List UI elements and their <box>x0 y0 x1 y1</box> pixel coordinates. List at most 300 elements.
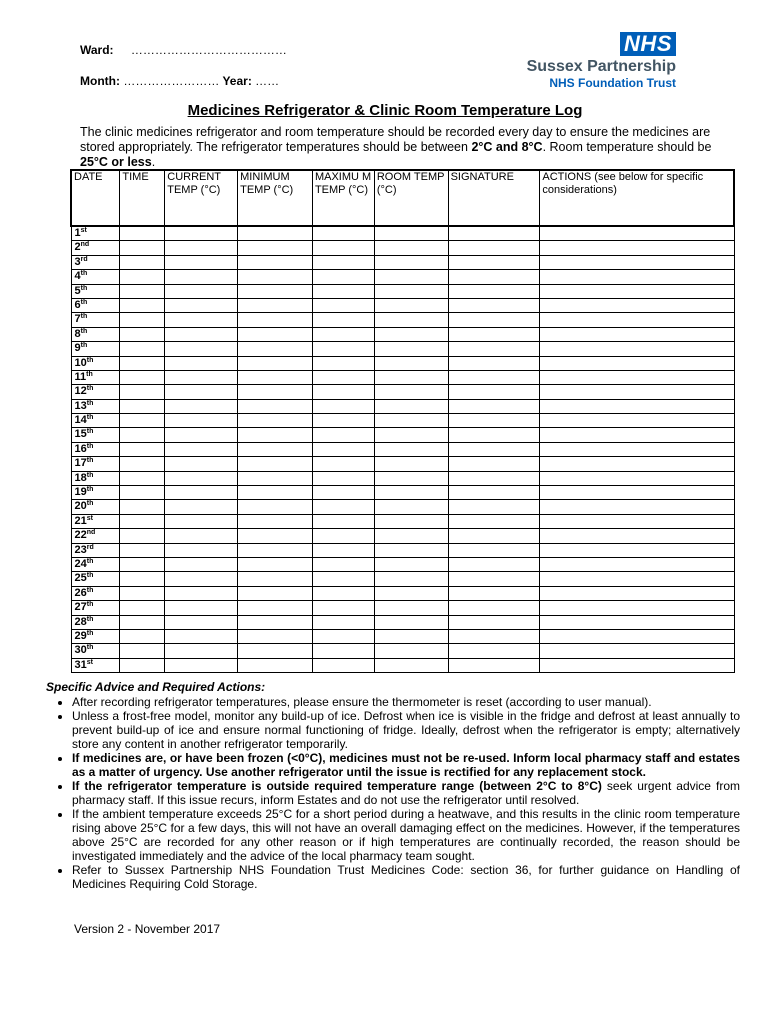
entry-cell[interactable] <box>448 428 540 442</box>
year-field[interactable]: …… <box>255 74 280 88</box>
column-header: DATE <box>71 170 120 226</box>
entry-cell[interactable] <box>165 241 238 255</box>
entry-cell[interactable] <box>312 514 374 528</box>
entry-cell[interactable] <box>238 313 313 327</box>
date-number: 15 <box>74 428 87 441</box>
entry-cell[interactable] <box>374 486 448 500</box>
entry-cell[interactable] <box>312 658 374 672</box>
entry-cell[interactable] <box>540 629 734 643</box>
entry-cell[interactable] <box>165 629 238 643</box>
ward-field[interactable]: ………………………………… <box>130 43 287 57</box>
entry-cell[interactable] <box>448 298 540 312</box>
entry-cell[interactable] <box>120 500 165 514</box>
entry-cell[interactable] <box>238 514 313 528</box>
date-suffix: rd <box>80 255 88 263</box>
entry-cell[interactable] <box>448 471 540 485</box>
entry-cell[interactable] <box>448 284 540 298</box>
entry-cell[interactable] <box>165 399 238 413</box>
table-row <box>71 255 734 269</box>
entry-cell[interactable] <box>448 313 540 327</box>
date-suffix: th <box>86 399 94 407</box>
entry-cell[interactable] <box>374 615 448 629</box>
page-title: Medicines Refrigerator & Clinic Room Temperature Log <box>187 102 583 119</box>
entry-cell[interactable] <box>448 241 540 255</box>
entry-cell[interactable] <box>448 514 540 528</box>
date-suffix: th <box>80 342 88 350</box>
table-row <box>71 529 734 543</box>
entry-cell[interactable] <box>448 270 540 284</box>
entry-cell[interactable] <box>238 298 313 312</box>
entry-cell[interactable] <box>165 270 238 284</box>
entry-cell[interactable] <box>540 385 734 399</box>
table-header-row <box>71 170 734 226</box>
entry-cell[interactable] <box>120 385 165 399</box>
advice-item <box>72 779 740 807</box>
entry-cell[interactable] <box>312 255 374 269</box>
entry-cell[interactable] <box>374 298 448 312</box>
entry-cell[interactable] <box>238 586 313 600</box>
date-suffix: nd <box>80 241 90 249</box>
entry-cell[interactable] <box>120 629 165 643</box>
entry-cell[interactable] <box>448 557 540 571</box>
entry-cell[interactable] <box>374 644 448 658</box>
entry-cell[interactable] <box>238 399 313 413</box>
date-number: 9 <box>74 342 81 355</box>
entry-cell[interactable] <box>238 385 313 399</box>
date-cell <box>71 255 120 269</box>
entry-cell[interactable] <box>238 629 313 643</box>
date-suffix: th <box>86 557 94 565</box>
month-year-line <box>80 74 279 88</box>
entry-cell[interactable] <box>238 572 313 586</box>
entry-cell[interactable] <box>165 457 238 471</box>
entry-cell[interactable] <box>448 226 540 241</box>
entry-cell[interactable] <box>165 356 238 370</box>
entry-cell[interactable] <box>312 370 374 384</box>
entry-cell[interactable] <box>448 255 540 269</box>
entry-cell[interactable] <box>540 284 734 298</box>
date-cell <box>71 241 120 255</box>
entry-cell[interactable] <box>312 500 374 514</box>
entry-cell[interactable] <box>540 327 734 341</box>
entry-cell[interactable] <box>120 414 165 428</box>
entry-cell[interactable] <box>374 572 448 586</box>
entry-cell[interactable] <box>540 543 734 557</box>
entry-cell[interactable] <box>448 414 540 428</box>
entry-cell[interactable] <box>312 572 374 586</box>
date-cell <box>71 514 120 528</box>
date-suffix: st <box>86 658 93 666</box>
entry-cell[interactable] <box>374 414 448 428</box>
entry-cell[interactable] <box>448 543 540 557</box>
table-row <box>71 615 734 629</box>
entry-cell[interactable] <box>238 327 313 341</box>
entry-cell[interactable] <box>374 629 448 643</box>
advice-section <box>46 680 740 891</box>
entry-cell[interactable] <box>120 529 165 543</box>
date-number: 2 <box>74 241 81 254</box>
entry-cell[interactable] <box>540 414 734 428</box>
entry-cell[interactable] <box>165 428 238 442</box>
entry-cell[interactable] <box>120 442 165 456</box>
date-number: 31 <box>74 658 87 671</box>
entry-cell[interactable] <box>238 226 313 241</box>
entry-cell[interactable] <box>374 529 448 543</box>
entry-cell[interactable] <box>374 601 448 615</box>
entry-cell[interactable] <box>165 284 238 298</box>
entry-cell[interactable] <box>312 471 374 485</box>
entry-cell[interactable] <box>238 615 313 629</box>
entry-cell[interactable] <box>448 327 540 341</box>
entry-cell[interactable] <box>312 529 374 543</box>
entry-cell[interactable] <box>238 255 313 269</box>
entry-cell[interactable] <box>448 658 540 672</box>
entry-cell[interactable] <box>540 342 734 356</box>
entry-cell[interactable] <box>120 241 165 255</box>
table-row <box>71 644 734 658</box>
entry-cell[interactable] <box>374 399 448 413</box>
entry-cell[interactable] <box>120 644 165 658</box>
entry-cell[interactable] <box>312 457 374 471</box>
entry-cell[interactable] <box>374 284 448 298</box>
entry-cell[interactable] <box>374 342 448 356</box>
month-field[interactable]: …………………… <box>123 74 220 88</box>
date-cell <box>71 572 120 586</box>
date-cell <box>71 457 120 471</box>
entry-cell[interactable] <box>540 255 734 269</box>
date-number: 7 <box>74 313 81 326</box>
date-cell <box>71 615 120 629</box>
table-row <box>71 226 734 241</box>
date-number: 14 <box>74 414 87 427</box>
advice-list <box>46 695 740 891</box>
advice-item-bold: If the refrigerator temperature is outside required temperature range (between 2°C to 8°C) <box>72 779 602 793</box>
entry-cell[interactable] <box>238 457 313 471</box>
entry-cell[interactable] <box>374 313 448 327</box>
entry-cell[interactable] <box>312 442 374 456</box>
entry-cell[interactable] <box>448 586 540 600</box>
entry-cell[interactable] <box>312 543 374 557</box>
entry-cell[interactable] <box>540 557 734 571</box>
date-suffix: th <box>86 500 94 508</box>
date-number: 23 <box>74 543 87 556</box>
entry-cell[interactable] <box>312 385 374 399</box>
entry-cell[interactable] <box>448 615 540 629</box>
date-cell <box>71 529 120 543</box>
entry-cell[interactable] <box>374 327 448 341</box>
entry-cell[interactable] <box>374 586 448 600</box>
entry-cell[interactable] <box>540 601 734 615</box>
entry-cell[interactable] <box>312 486 374 500</box>
ward-label: Ward: <box>80 43 114 57</box>
entry-cell[interactable] <box>312 298 374 312</box>
table-row <box>71 385 734 399</box>
entry-cell[interactable] <box>120 658 165 672</box>
entry-cell[interactable] <box>120 428 165 442</box>
entry-cell[interactable] <box>448 500 540 514</box>
date-suffix: st <box>86 514 93 522</box>
date-suffix: th <box>80 313 88 321</box>
entry-cell[interactable] <box>238 529 313 543</box>
entry-cell[interactable] <box>165 615 238 629</box>
entry-cell[interactable] <box>374 356 448 370</box>
entry-cell[interactable] <box>165 572 238 586</box>
entry-cell[interactable] <box>165 514 238 528</box>
entry-cell[interactable] <box>540 457 734 471</box>
entry-cell[interactable] <box>540 658 734 672</box>
entry-cell[interactable] <box>374 385 448 399</box>
date-number: 12 <box>74 385 87 398</box>
entry-cell[interactable] <box>540 442 734 456</box>
entry-cell[interactable] <box>540 241 734 255</box>
entry-cell[interactable] <box>238 370 313 384</box>
entry-cell[interactable] <box>312 629 374 643</box>
entry-cell[interactable] <box>165 342 238 356</box>
entry-cell[interactable] <box>165 486 238 500</box>
entry-cell[interactable] <box>120 471 165 485</box>
advice-item <box>72 695 740 709</box>
table-row <box>71 601 734 615</box>
entry-cell[interactable] <box>374 442 448 456</box>
entry-cell[interactable] <box>540 615 734 629</box>
nhs-logo <box>506 32 676 90</box>
entry-cell[interactable] <box>448 342 540 356</box>
entry-cell[interactable] <box>540 486 734 500</box>
entry-cell[interactable] <box>312 356 374 370</box>
intro-text-a: The clinic medicines refrigerator and room temperature should be recorded every day to ensure the medicines are stored appropriately. The refrigerator temperatures should be between <box>80 125 711 154</box>
entry-cell[interactable] <box>238 414 313 428</box>
column-header: CURRENT TEMP (°C) <box>165 170 238 226</box>
entry-cell[interactable] <box>165 298 238 312</box>
entry-cell[interactable] <box>312 557 374 571</box>
table-row <box>71 572 734 586</box>
entry-cell[interactable] <box>540 226 734 241</box>
advice-item <box>72 709 740 751</box>
entry-cell[interactable] <box>312 241 374 255</box>
table-row <box>71 284 734 298</box>
month-label: Month: <box>80 74 120 88</box>
entry-cell[interactable] <box>312 342 374 356</box>
entry-cell[interactable] <box>312 399 374 413</box>
entry-cell[interactable] <box>374 370 448 384</box>
column-header: ACTIONS (see below for specific considerations) <box>540 170 734 226</box>
entry-cell[interactable] <box>238 471 313 485</box>
entry-cell[interactable] <box>540 644 734 658</box>
entry-cell[interactable] <box>120 543 165 557</box>
entry-cell[interactable] <box>165 255 238 269</box>
entry-cell[interactable] <box>238 442 313 456</box>
entry-cell[interactable] <box>238 241 313 255</box>
table-row <box>71 414 734 428</box>
entry-cell[interactable] <box>120 601 165 615</box>
entry-cell[interactable] <box>165 471 238 485</box>
entry-cell[interactable] <box>312 226 374 241</box>
entry-cell[interactable] <box>540 356 734 370</box>
entry-cell[interactable] <box>165 644 238 658</box>
entry-cell[interactable] <box>165 557 238 571</box>
column-header: MINIMUM TEMP (°C) <box>238 170 313 226</box>
entry-cell[interactable] <box>448 486 540 500</box>
advice-item-text: After recording refrigerator temperatures, please ensure the thermometer is reset (according to user manual). <box>72 695 652 709</box>
entry-cell[interactable] <box>238 658 313 672</box>
ward-line <box>80 43 287 57</box>
date-suffix: th <box>86 414 94 422</box>
entry-cell[interactable] <box>120 255 165 269</box>
entry-cell[interactable] <box>120 586 165 600</box>
entry-cell[interactable] <box>238 500 313 514</box>
entry-cell[interactable] <box>448 457 540 471</box>
date-suffix: st <box>80 227 87 234</box>
entry-cell[interactable] <box>165 414 238 428</box>
entry-cell[interactable] <box>120 399 165 413</box>
entry-cell[interactable] <box>120 226 165 241</box>
entry-cell[interactable] <box>238 342 313 356</box>
entry-cell[interactable] <box>448 399 540 413</box>
entry-cell[interactable] <box>374 543 448 557</box>
entry-cell[interactable] <box>312 586 374 600</box>
entry-cell[interactable] <box>540 298 734 312</box>
entry-cell[interactable] <box>448 385 540 399</box>
entry-cell[interactable] <box>448 629 540 643</box>
date-suffix: th <box>86 586 94 594</box>
entry-cell[interactable] <box>120 270 165 284</box>
date-number: 5 <box>74 284 81 297</box>
date-number: 24 <box>74 557 87 570</box>
date-cell <box>71 356 120 370</box>
entry-cell[interactable] <box>238 543 313 557</box>
entry-cell[interactable] <box>120 342 165 356</box>
date-cell <box>71 601 120 615</box>
entry-cell[interactable] <box>165 226 238 241</box>
entry-cell[interactable] <box>540 514 734 528</box>
entry-cell[interactable] <box>312 601 374 615</box>
entry-cell[interactable] <box>540 586 734 600</box>
entry-cell[interactable] <box>312 270 374 284</box>
entry-cell[interactable] <box>540 399 734 413</box>
entry-cell[interactable] <box>238 557 313 571</box>
entry-cell[interactable] <box>165 658 238 672</box>
entry-cell[interactable] <box>238 270 313 284</box>
entry-cell[interactable] <box>312 313 374 327</box>
date-suffix: th <box>86 457 94 465</box>
entry-cell[interactable] <box>238 284 313 298</box>
table-row <box>71 586 734 600</box>
entry-cell[interactable] <box>540 428 734 442</box>
entry-cell[interactable] <box>540 313 734 327</box>
entry-cell[interactable] <box>448 529 540 543</box>
entry-cell[interactable] <box>238 428 313 442</box>
entry-cell[interactable] <box>120 356 165 370</box>
entry-cell[interactable] <box>120 284 165 298</box>
date-cell <box>71 370 120 384</box>
org-subtitle: NHS Foundation Trust <box>549 76 676 90</box>
entry-cell[interactable] <box>374 428 448 442</box>
date-cell <box>71 298 120 312</box>
column-header: MAXIMU M TEMP (°C) <box>312 170 374 226</box>
date-suffix: th <box>86 572 94 580</box>
entry-cell[interactable] <box>120 514 165 528</box>
entry-cell[interactable] <box>374 270 448 284</box>
entry-cell[interactable] <box>448 601 540 615</box>
date-cell <box>71 313 120 327</box>
entry-cell[interactable] <box>238 486 313 500</box>
intro-room-limit: 25°C or less <box>80 155 152 169</box>
entry-cell[interactable] <box>374 457 448 471</box>
date-cell <box>71 428 120 442</box>
date-number: 29 <box>74 629 87 642</box>
entry-cell[interactable] <box>540 572 734 586</box>
entry-cell[interactable] <box>448 356 540 370</box>
entry-cell[interactable] <box>120 615 165 629</box>
entry-cell[interactable] <box>540 471 734 485</box>
entry-cell[interactable] <box>374 226 448 241</box>
entry-cell[interactable] <box>448 442 540 456</box>
entry-cell[interactable] <box>448 572 540 586</box>
entry-cell[interactable] <box>540 500 734 514</box>
entry-cell[interactable] <box>374 557 448 571</box>
entry-cell[interactable] <box>312 327 374 341</box>
entry-cell[interactable] <box>165 385 238 399</box>
entry-cell[interactable] <box>120 486 165 500</box>
entry-cell[interactable] <box>312 414 374 428</box>
entry-cell[interactable] <box>238 356 313 370</box>
entry-cell[interactable] <box>448 644 540 658</box>
entry-cell[interactable] <box>165 586 238 600</box>
entry-cell[interactable] <box>165 370 238 384</box>
date-cell <box>71 471 120 485</box>
entry-cell[interactable] <box>165 442 238 456</box>
entry-cell[interactable] <box>120 557 165 571</box>
entry-cell[interactable] <box>312 644 374 658</box>
entry-cell[interactable] <box>165 543 238 557</box>
entry-cell[interactable] <box>312 428 374 442</box>
date-cell <box>71 586 120 600</box>
entry-cell[interactable] <box>165 529 238 543</box>
entry-cell[interactable] <box>312 615 374 629</box>
entry-cell[interactable] <box>448 370 540 384</box>
entry-cell[interactable] <box>165 500 238 514</box>
entry-cell[interactable] <box>374 471 448 485</box>
entry-cell[interactable] <box>120 572 165 586</box>
advice-item-text: seek urgent advice from pharmacy staff. If this issue recurs, inform Estates and do not use the refrigerator until resolved. <box>72 779 740 807</box>
entry-cell[interactable] <box>374 500 448 514</box>
entry-cell[interactable] <box>312 284 374 298</box>
entry-cell[interactable] <box>374 241 448 255</box>
entry-cell[interactable] <box>120 370 165 384</box>
entry-cell[interactable] <box>540 529 734 543</box>
entry-cell[interactable] <box>238 644 313 658</box>
entry-cell[interactable] <box>540 270 734 284</box>
entry-cell[interactable] <box>165 313 238 327</box>
entry-cell[interactable] <box>120 457 165 471</box>
column-header: TIME <box>120 170 165 226</box>
entry-cell[interactable] <box>165 327 238 341</box>
entry-cell[interactable] <box>238 601 313 615</box>
date-number: 16 <box>74 442 87 455</box>
entry-cell[interactable] <box>165 601 238 615</box>
date-suffix: th <box>86 428 94 436</box>
entry-cell[interactable] <box>374 255 448 269</box>
entry-cell[interactable] <box>540 370 734 384</box>
entry-cell[interactable] <box>374 658 448 672</box>
entry-cell[interactable] <box>120 313 165 327</box>
entry-cell[interactable] <box>120 298 165 312</box>
entry-cell[interactable] <box>374 514 448 528</box>
table-row <box>71 658 734 672</box>
date-number: 19 <box>74 486 87 499</box>
column-header: SIGNATURE <box>448 170 540 226</box>
entry-cell[interactable] <box>120 327 165 341</box>
